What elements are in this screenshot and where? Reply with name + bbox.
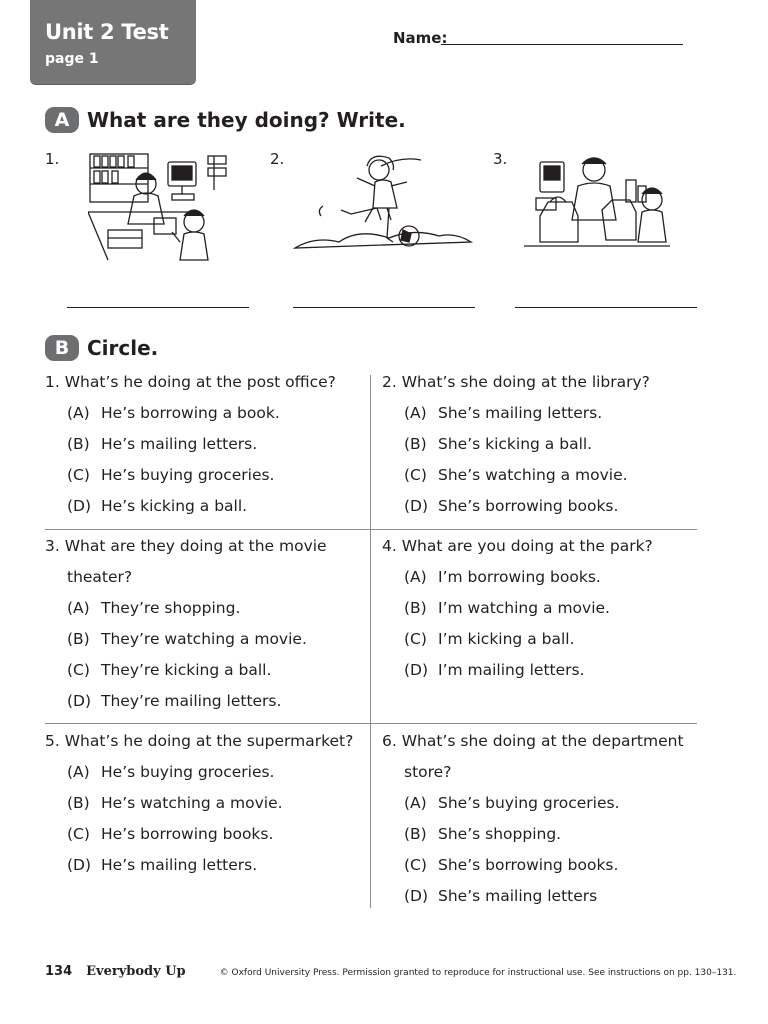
question-stem: 3. What are they doing at the movie: [45, 537, 327, 555]
section-b-badge: B: [45, 335, 79, 361]
man-and-boy-shopping-illustration: [520, 152, 674, 258]
brand-logo: Everybody Up: [86, 964, 186, 979]
section-a-heading: [45, 106, 406, 134]
question-stem: 6. What’s she doing at the department: [382, 732, 684, 750]
question-3: [45, 531, 327, 717]
page-label: page 1: [45, 51, 99, 67]
page-number: 134: [45, 964, 73, 979]
answer-option[interactable]: (C) They’re kicking a ball.: [67, 661, 272, 679]
answer-option[interactable]: (B) They’re watching a movie.: [67, 630, 307, 648]
section-a-badge: A: [45, 107, 79, 133]
page-footer: [45, 964, 736, 979]
girl-kicking-ball-illustration: [293, 152, 475, 254]
answer-option[interactable]: (C) I’m kicking a ball.: [404, 630, 575, 648]
unit-title: Unit 2 Test: [45, 20, 169, 44]
unit-title-tab: [30, 0, 196, 84]
item-number-1: 1.: [45, 150, 60, 168]
answer-option[interactable]: (D) He’s mailing letters.: [67, 856, 258, 874]
copyright-notice: © Oxford University Press. Permission granted to reproduce for instructional use. See instructions on pp. 130–131.: [219, 968, 737, 978]
answer-option[interactable]: (C) He’s borrowing books.: [67, 825, 274, 843]
answer-option[interactable]: (B) I’m watching a movie.: [404, 599, 610, 617]
question-4: [382, 531, 653, 686]
item-number-3: 3.: [493, 150, 508, 168]
question-stem: 4. What are you doing at the park?: [382, 537, 653, 555]
question-stem: 5. What’s he doing at the supermarket?: [45, 732, 354, 750]
row-divider-1: [45, 529, 697, 530]
post-office-clerk-and-boy-illustration: [88, 150, 228, 268]
question-6: [382, 726, 684, 912]
answer-option[interactable]: (B) He’s mailing letters.: [67, 435, 258, 453]
question-stem: 2. What’s she doing at the library?: [382, 373, 650, 391]
answer-option[interactable]: (C) She’s borrowing books.: [404, 856, 619, 874]
answer-option[interactable]: (D) They’re mailing letters.: [67, 692, 282, 710]
question-stem-continued: store?: [404, 763, 452, 781]
name-write-line[interactable]: [441, 44, 683, 45]
answer-option[interactable]: (D) I’m mailing letters.: [404, 661, 585, 679]
answer-option[interactable]: (A) She’s buying groceries.: [404, 794, 620, 812]
answer-line-1[interactable]: [67, 307, 249, 308]
answer-option[interactable]: (C) She’s watching a movie.: [404, 466, 628, 484]
item-number-2: 2.: [270, 150, 285, 168]
answer-line-2[interactable]: [293, 307, 475, 308]
section-b-heading: [45, 334, 158, 362]
answer-option[interactable]: (A) She’s mailing letters.: [404, 404, 603, 422]
question-1: [45, 367, 336, 522]
question-stem-continued: theater?: [67, 568, 133, 586]
answer-option[interactable]: (D) He’s kicking a ball.: [67, 497, 248, 515]
question-2: [382, 367, 650, 522]
answer-option[interactable]: (A) He’s buying groceries.: [67, 763, 275, 781]
answer-option[interactable]: (A) He’s borrowing a book.: [67, 404, 280, 422]
question-5: [45, 726, 353, 881]
question-stem: 1. What’s he doing at the post office?: [45, 373, 336, 391]
answer-option[interactable]: (D) She’s mailing letters: [404, 887, 598, 905]
answer-option[interactable]: (A) I’m borrowing books.: [404, 568, 601, 586]
answer-option[interactable]: (B) She’s shopping.: [404, 825, 562, 843]
answer-option[interactable]: (D) She’s borrowing books.: [404, 497, 619, 515]
column-divider: [370, 375, 371, 908]
answer-option[interactable]: (B) He’s watching a movie.: [67, 794, 283, 812]
section-a-title: What are they doing? Write.: [87, 108, 406, 132]
row-divider-2: [45, 723, 697, 724]
answer-option[interactable]: (A) They’re shopping.: [67, 599, 241, 617]
name-label: Name:: [393, 29, 448, 47]
answer-option[interactable]: (B) She’s kicking a ball.: [404, 435, 593, 453]
answer-option[interactable]: (C) He’s buying groceries.: [67, 466, 275, 484]
section-b-title: Circle.: [87, 336, 159, 360]
answer-line-3[interactable]: [515, 307, 697, 308]
